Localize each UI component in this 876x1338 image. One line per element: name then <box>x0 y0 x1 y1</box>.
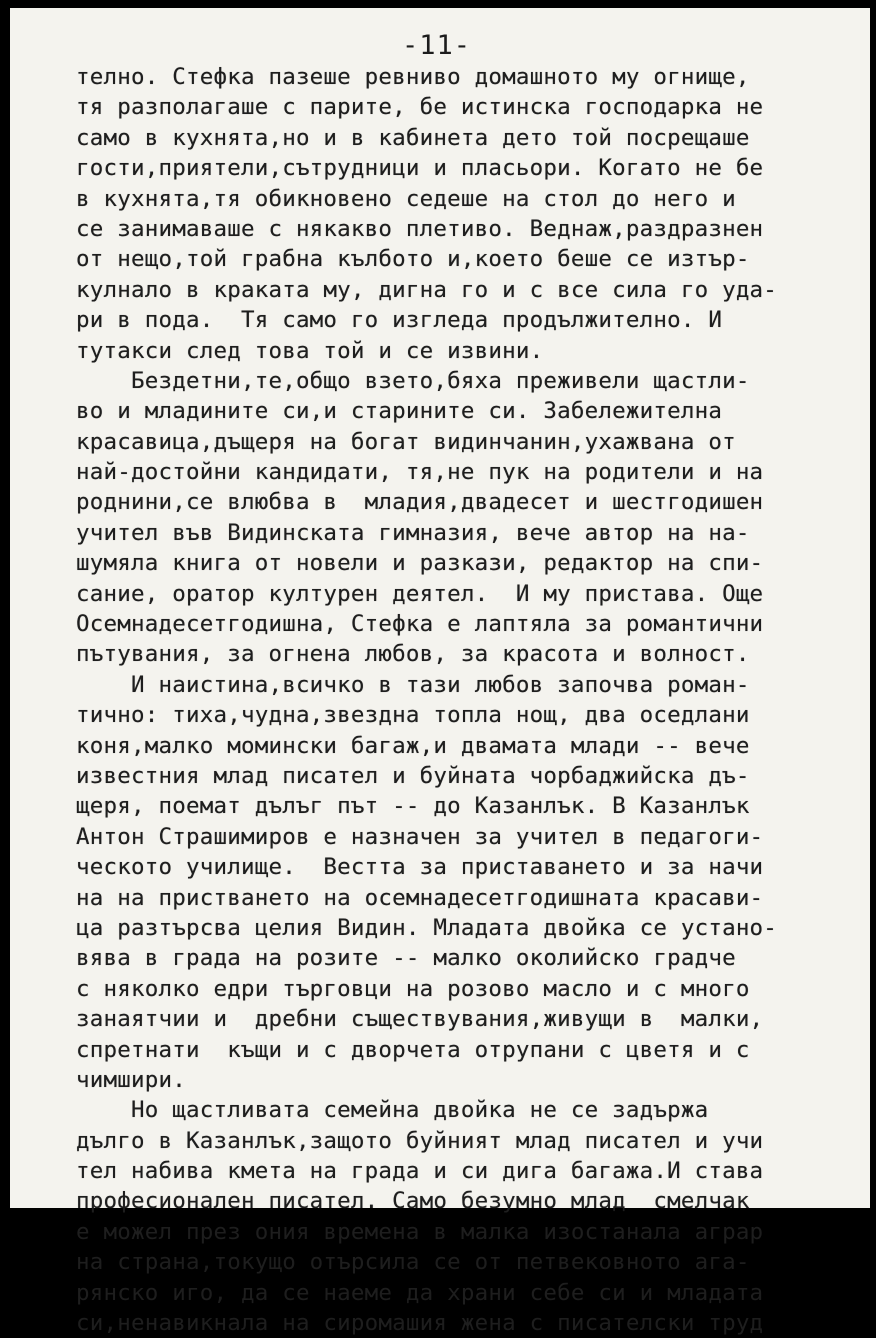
text-line: професионален писател. Само безумно млад смелчак <box>76 1188 750 1215</box>
text-line: на на пристването на осемнадесетгодишната красави- <box>76 884 764 911</box>
text-line: най-достойни кандидати, тя,не пук на родители и на <box>76 459 764 486</box>
text-line: на страна,токущо отърсила се от петвековното ага- <box>76 1249 750 1276</box>
text-line: спретнати къщи и с дворчета отрупани с цветя и с <box>76 1036 750 1063</box>
text-line: в кухнята,тя обикновено седеше на стол до него и <box>76 185 736 212</box>
page-number: -11- <box>402 30 472 61</box>
body-text <box>76 62 876 1338</box>
text-line: от нещо,той грабна кълбото и,което беше се изтър- <box>76 246 750 273</box>
text-line: коня,малко момински багаж,и двамата млади -- вече <box>76 732 750 759</box>
text-line: тя разполагаше с парите, бе истинска господарка не <box>76 94 764 121</box>
text-line: с няколко едри търговци на розово масло и с много <box>76 975 750 1002</box>
typewritten-page <box>10 8 870 1337</box>
text-line: пътувания, за огнена любов, за красота и волност. <box>76 641 750 668</box>
text-line: Осемнадесетгодишна, Стефка е лаптяла за романтични <box>76 611 764 638</box>
text-line: занаятчии и дребни съществувания,живущи в малки, <box>76 1006 764 1033</box>
text-line: само в кухнята,но и в кабинета дето той посрещаше <box>76 124 750 151</box>
text-line: е можел през ония времена в малка изостанала аграр <box>76 1218 764 1245</box>
text-line: ческото училище. Вестта за приставането и за начи <box>76 854 764 881</box>
text-line: Бездетни,те,общо взето,бяха преживели щастли- <box>76 367 750 394</box>
text-line: се занимаваше с някакво плетиво. Веднаж,раздразнен <box>76 215 764 242</box>
text-line: И наистина,всичко в тази любов започва роман- <box>76 671 750 698</box>
text-line: рянско иго, да се наеме да храни себе си и младата <box>76 1279 764 1306</box>
text-line: Антон Страшимиров е назначен за учител в педагоги- <box>76 823 764 850</box>
text-line: красавица,дъщеря на богат видинчанин,ухажвана от <box>76 428 736 455</box>
text-line: Но щастливата семейна двойка не се задържа <box>76 1097 709 1124</box>
text-line: гости,приятели,сътрудници и пласьори. Когато не бе <box>76 155 764 182</box>
text-line: шумяла книга от новели и разкази, редактор на спи- <box>76 550 764 577</box>
text-line: роднини,се влюбва в младия,двадесет и шестгодишен <box>76 489 764 516</box>
text-line: чимшири. <box>76 1066 186 1093</box>
text-line: ри в пода. Тя само го изгледа продължително. И <box>76 307 723 334</box>
text-line: известния млад писател и буйната чорбаджийска дъ- <box>76 762 750 789</box>
text-line: кулнало в краката му, дигна го и с все сила го уда- <box>76 276 778 303</box>
text-line: во и младините си,и старините си. Забележителна <box>76 398 723 425</box>
text-line: телно. Стефка пазеше ревниво домашното му огнище, <box>76 64 750 90</box>
text-line: вява в града на розите -- малко околийско градче <box>76 945 736 972</box>
text-line: сание, оратор културен деятел. И му пристава. Още <box>76 580 764 607</box>
text-line: си,ненавикнала на сиромашия жена с писателски труд <box>76 1310 764 1337</box>
text-line: тично: тиха,чудна,звездна топла нощ, два оседлани <box>76 702 750 729</box>
text-line: учител във Видинската гимназия, вече автор на на- <box>76 519 750 546</box>
text-line: дълго в Казанлък,защото буйният млад писател и учи <box>76 1127 764 1154</box>
text-line: тутакси след това той и се извини. <box>76 337 544 364</box>
text-line: ца разтърсва целия Видин. Младата двойка се устано- <box>76 914 778 941</box>
text-line: тел набива кмета на града и си дига багажа.И става <box>76 1158 764 1185</box>
text-line: щеря, поемат дълъг път -- до Казанлък. В Казанлък <box>76 793 750 820</box>
